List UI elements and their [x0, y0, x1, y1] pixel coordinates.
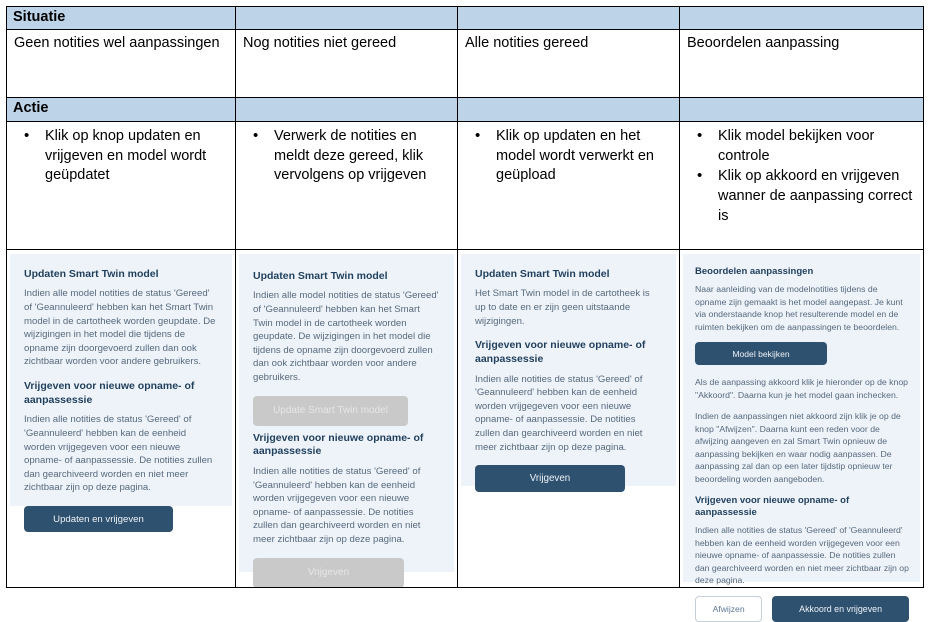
- action-cell-1: [7, 121, 236, 249]
- list-item: • Klik op akkoord en vrijgeven wanner de aanpassing correct is: [718, 167, 917, 226]
- situation-cell-1: [7, 30, 236, 98]
- situation-header-cell-blank-3: [458, 7, 680, 30]
- action-list-1: [7, 127, 235, 186]
- action-header-cell-blank-4: [680, 98, 924, 121]
- situation-header-cell-blank-2: [236, 7, 458, 30]
- panel3-heading-release: Vrijgeven voor nieuwe opname- of aanpassessie: [475, 339, 646, 365]
- panel1-heading-update: Updaten Smart Twin model: [24, 267, 159, 280]
- screenshot-row: [7, 249, 924, 587]
- action-bullets-row: [7, 121, 924, 249]
- action-list-4: [680, 127, 923, 227]
- panel4-body-release: Indien alle notities de status 'Gereed' of 'Geannuleerd' hebben kan de eenheid worden vrijgegeven voor een nieuwe opname- of aanpassessie. De notities zullen dan gearchiveerd worden en niet meer zichtbaar zijn op deze pagina.: [695, 525, 909, 586]
- action-list-2: [236, 127, 457, 186]
- panel3-body-update: Het Smart Twin model in de cartotheek is up to date en er zijn geen uitstaande wijzigingen.: [475, 288, 650, 327]
- situation-text-3: Alle notities gereed: [465, 35, 589, 52]
- panel4-body-intro: Naar aanleiding van de modelnotities tijdens de opname zijn gemaakt is het model aangepast. Je kunt via onderstaande knop het resulterende model en de ruimten bekijken om de aanpassingen te beoordelen.: [695, 284, 903, 332]
- screenshot-cell-3: [458, 249, 680, 587]
- screenshot-wrap-2: [236, 250, 457, 587]
- panel2-body-update: Indien alle model notities de status 'Gereed' of 'Geannuleerd' hebben kan het Smart Twin model in de cartotheek worden geupdate. De wijzigingen in het model die tijdens de opname zijn doorgevoerd zullen dan ook zichtbaar worden voor andere gebruikers.: [253, 290, 439, 384]
- action-header-cell-blank-2: [236, 98, 458, 121]
- panel4-heading-release: Vrijgeven voor nieuwe opname- of aanpassessie: [695, 494, 850, 518]
- release-button-disabled[interactable]: Vrijgeven: [253, 558, 404, 588]
- reject-button[interactable]: Afwijzen: [695, 596, 762, 622]
- situation-header-cell: [7, 7, 236, 30]
- situation-cell-3: [458, 30, 680, 98]
- list-item: • Klik op knop updaten en vrijgeven en model wordt geüpdatet: [45, 127, 229, 186]
- screenshot-cell-4: [680, 249, 924, 614]
- view-model-button[interactable]: Model bekijken: [695, 342, 827, 365]
- action-list-3: [458, 127, 679, 186]
- list-item: • Klik model bekijken voor controle: [718, 127, 917, 166]
- panel4-heading-review: Beoordelen aanpassingen: [695, 265, 814, 277]
- panel3-body-release: Indien alle notities de status 'Gereed' of 'Geannuleerd' hebben kan de eenheid worden vrijgegeven voor een nieuwe opname- of aanpassessie. De notities zullen dan gearchiveerd worden en niet meer zichtbaar zijn op deze pagina.: [475, 373, 643, 453]
- list-item: • Klik op updaten en het model wordt verwerkt en geüpload: [496, 127, 673, 186]
- panel2-body-release: Indien alle notities de status 'Gereed' of 'Geannuleerd' hebben kan de eenheid worden vrijgegeven voor een nieuwe opname- of aanpassessie. De notities zullen dan gearchiveerd worden en niet meer zichtbaar zijn op deze pagina.: [253, 465, 421, 546]
- situation-text-1: Geen notities wel aanpassingen: [14, 35, 220, 52]
- situation-header-row: [7, 7, 924, 30]
- action-header-cell: [7, 98, 236, 121]
- update-release-panel-3: [461, 254, 676, 486]
- panel2-heading-update: Updaten Smart Twin model: [253, 269, 388, 282]
- screenshot-wrap-4: [680, 250, 923, 614]
- situation-text-row: [7, 30, 924, 98]
- release-button[interactable]: Vrijgeven: [475, 465, 625, 492]
- update-smart-twin-model-button-disabled[interactable]: Update Smart Twin model: [253, 396, 408, 426]
- panel1-heading-release: Vrijgeven voor nieuwe opname- of aanpassessie: [24, 380, 195, 406]
- review-changes-panel: [683, 254, 920, 614]
- situation-header-cell-blank-4: [680, 7, 924, 30]
- panel2-heading-release: Vrijgeven voor nieuwe opname- of aanpassessie: [253, 431, 424, 458]
- panel1-body-update: Indien alle model notities de status 'Gereed' of 'Geannuleerd' hebben kan het Smart Twin model in de cartotheek worden geupdate. De wijzigingen in het model die tijdens de opname zijn doorgevoerd zullen dan ook zichtbaar worden voor andere gebruikers.: [24, 288, 216, 368]
- panel1-body-release: Indien alle notities de status 'Gereed' of 'Geannuleerd' hebben kan de eenheid worden vrijgegeven voor een nieuwe opname- of aanpassessie. De notities zullen dan gearchiveerd worden en niet meer zichtbaar zijn op deze pagina.: [24, 414, 213, 494]
- screenshot-cell-2: [236, 249, 458, 587]
- screenshot-cell-1: [7, 249, 236, 587]
- situation-action-matrix: [6, 6, 924, 614]
- screenshot-wrap-1: [7, 250, 235, 587]
- situation-text-2: Nog notities niet gereed: [243, 35, 397, 52]
- situation-cell-2: [236, 30, 458, 98]
- action-header-row: [7, 98, 924, 121]
- panel4-button-row: [695, 596, 909, 622]
- update-and-release-button[interactable]: Updaten en vrijgeven: [24, 506, 173, 532]
- situation-header-label: Situatie: [13, 9, 66, 25]
- situation-text-4: Beoordelen aanpassing: [687, 35, 840, 52]
- update-release-panel-2: [239, 254, 454, 579]
- screenshot-wrap-3: [458, 250, 679, 587]
- action-cell-4: [680, 121, 924, 249]
- panel3-heading-update: Updaten Smart Twin model: [475, 267, 610, 280]
- approve-and-release-button[interactable]: Akkoord en vrijgeven: [772, 596, 909, 622]
- action-header-label: Actie: [13, 100, 49, 117]
- update-release-panel-1: [10, 254, 232, 525]
- panel4-body-approve-info: Als de aanpassing akkoord klik je hieronder op de knop "Akkoord". Daarna kun je het model gaan inchecken.: [695, 377, 908, 400]
- action-cell-2: [236, 121, 458, 249]
- action-cell-3: [458, 121, 680, 249]
- action-header-cell-blank-3: [458, 98, 680, 121]
- list-item: • Verwerk de notities en meldt deze gereed, klik vervolgens op vrijgeven: [274, 127, 451, 186]
- panel4-body-reject-info: Indien de aanpassingen niet akkoord zijn klik je op de knop "Afwijzen". Daarna kunt een reden voor de afwijzing aangeven en zal Smart Twin opnieuw de aanpassing bekijken en waar nodig aanpassen. De aanpassing zal dan op een later tijdstip opnieuw ter beoordeling worden aangeboden.: [695, 411, 901, 484]
- situation-cell-4: [680, 30, 924, 98]
